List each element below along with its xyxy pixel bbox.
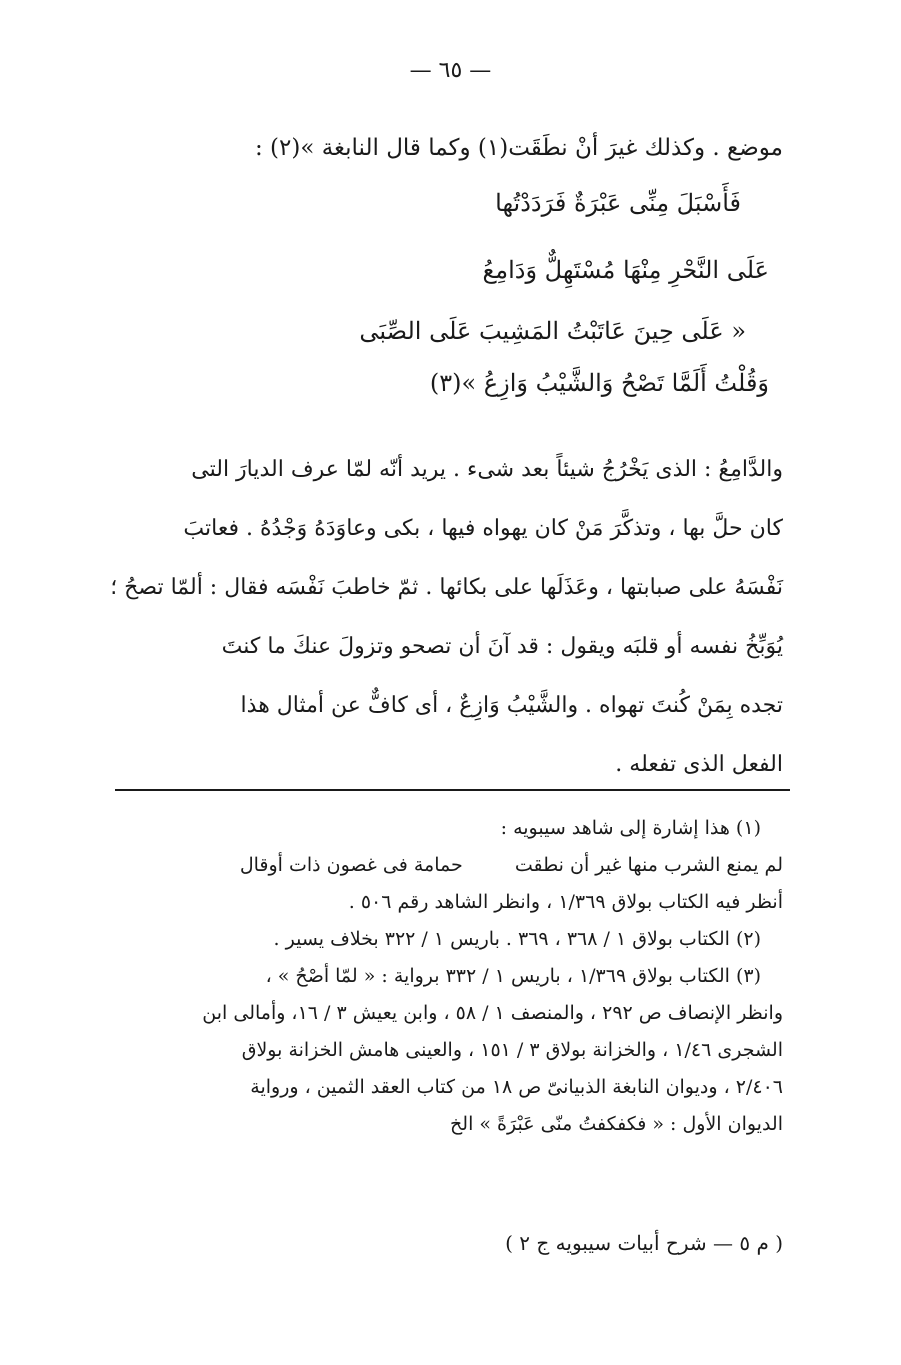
commentary-line: نَفْسَهُ على صبابتها ، وعَذَلَها على بكائها . ثمّ خاطبَ نَفْسَه فقال : ألمّا تصحُ ؛	[110, 575, 783, 600]
signature-mark: ( م ٥ — شرح أبيات سيبويه ج ٢ )	[505, 1231, 783, 1255]
footnotes	[123, 810, 783, 1143]
footnote-1-reference: أنظر فيه الكتاب بولاق ١/٣٦٩ ، وانظر الشاهد رقم ٥٠٦ .	[348, 891, 783, 913]
footnote-3-line-4: ٢/٤٠٦ ، وديوان النابغة الذبيانىّ ص ١٨ من كتاب العقد الثمين ، ورواية	[250, 1076, 783, 1098]
footnote-3-line-1: (٣) الكتاب بولاق ١/٣٦٩ ، باريس ١ / ٣٣٢ برواية : « لمّا أصْحُ » ،	[265, 965, 761, 987]
commentary-line: يُوَبِّخُ نفسه أو قلبَه ويقول : قد آنَ أن تصحو وتزولَ عنكَ ما كنتَ	[221, 634, 783, 659]
footnote-3-line-2: وانظر الإنصاف ص ٢٩٢ ، والمنصف ١ / ٥٨ ، وابن يعيش ٣ / ١٦، وأمالى ابن	[202, 1002, 783, 1024]
page-number: — ٦٥ —	[409, 58, 492, 83]
poem-verse-4: وَقُلْتُ أَلَمَّا تَصْحُ وَالشَّيْبُ وَازِعُ »(٣)	[429, 369, 769, 397]
footnote-1-poem	[123, 847, 783, 884]
commentary-line: تجده بِمَنْ كُنتَ تهواه . والشَّيْبُ وَازِعٌ ، أى كافٌّ عن أمثال هذا	[240, 693, 783, 718]
footnote-1-intro: (١) هذا إشارة إلى شاهد سيبويه :	[500, 817, 761, 839]
footnote-divider	[115, 789, 790, 791]
poem-verse-2: عَلَى النَّحْرِ مِنْهَا مُسْتَهِلٌّ وَدَامِعُ	[482, 256, 769, 284]
footnote-1-hemistich-a: لم يمنع الشرب منها غير أن نطقت	[514, 854, 783, 876]
footnote-3-line-3: الشجرى ١/٤٦ ، والخزانة بولاق ٣ / ١٥١ ، والعينى هامش الخزانة بولاق	[241, 1039, 783, 1061]
intro-line: موضع . وكذلك غيرَ أنْ نطَقَت(١) وكما قال النابغة »(٢) :	[254, 135, 783, 161]
commentary-line: كان حلَّ بها ، وتذكَّرَ مَنْ كان يهواه فيها ، بكى وعاوَدَهُ وَجْدُهُ . فعاتبَ	[183, 516, 783, 541]
poem-verse-3: « عَلَى حِينَ عَاتَبْتُ المَشِيبَ عَلَى الصِّبَى	[359, 317, 746, 345]
commentary-paragraph	[110, 440, 783, 794]
footnote-1-hemistich-b: حمامة فى غصون ذات أوقال	[239, 854, 463, 876]
poem-verse-1: فَأَسْبَلَ مِنِّى عَبْرَةٌ فَرَدَدْتُها	[495, 189, 741, 217]
footnote-2: (٢) الكتاب بولاق ١ / ٣٦٨ ، ٣٦٩ . باريس ١ / ٣٢٢ بخلاف يسير .	[273, 928, 761, 950]
footnote-3-line-5: الديوان الأول : « فكفكفتُ منّى عَبْرَةً » الخ	[450, 1113, 783, 1135]
commentary-line: والدَّامِعُ : الذى يَخْرُجُ شيئاً بعد شىء . يريد أنّه لمّا عرف الديارَ التى	[191, 457, 783, 482]
commentary-line: الفعل الذى تفعله .	[615, 752, 783, 777]
